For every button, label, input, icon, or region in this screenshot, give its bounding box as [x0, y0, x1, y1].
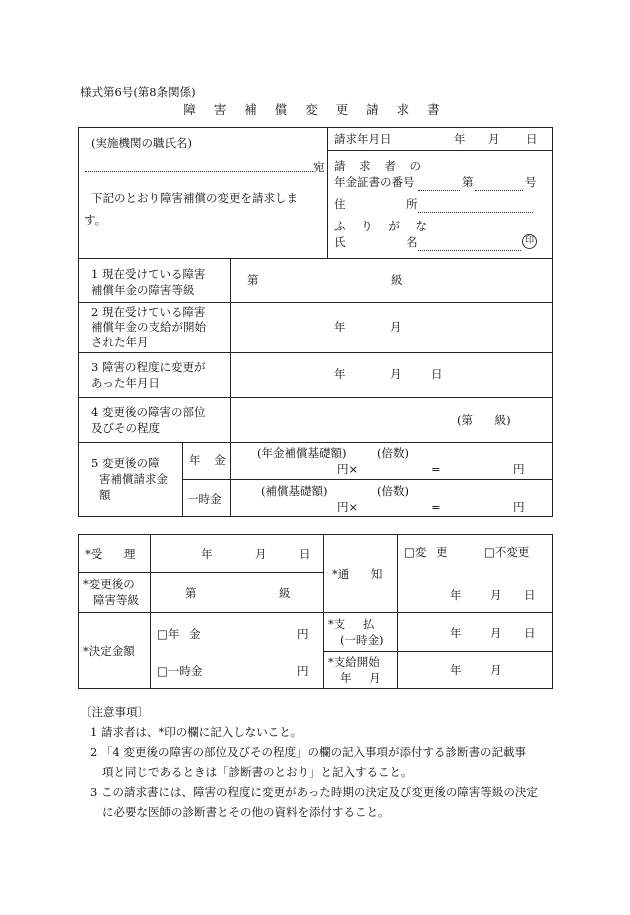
item3-value-cell[interactable] [231, 353, 553, 398]
note-1: 1 請求者は、*印の欄に記入しないこと。 [90, 725, 303, 739]
pension-label-cell [183, 443, 231, 480]
payment-month: 月 [490, 626, 502, 640]
grade-label-cell [79, 573, 151, 613]
item3-year: 年 [334, 367, 346, 381]
lump-ratio-label: (倍数) [377, 484, 409, 498]
item1-label-1: 1 現在受けている障害 [91, 267, 206, 281]
lump-label: 一時金 [187, 492, 222, 506]
address-label-1: 住 [334, 197, 346, 211]
start-month: 月 [490, 663, 502, 677]
grade-label-1: *変更後の [83, 577, 135, 591]
request-text-2: す。 [84, 213, 107, 227]
item2-value-cell[interactable] [231, 303, 553, 353]
payment-day: 日 [524, 626, 536, 640]
item3-label-2: あった年月日 [91, 376, 160, 390]
item4-label-2: 及びその程度 [91, 421, 160, 435]
pension-label: 年 金 [189, 453, 226, 467]
lump-yen: 円 [513, 500, 525, 514]
item2-month: 月 [390, 320, 402, 334]
lump-base-label: (補償基礎額) [261, 484, 328, 498]
note-2b: 項と同じであるときは「診断書のとおり」と記入すること。 [102, 765, 413, 779]
request-table [78, 127, 553, 517]
item4-value-cell[interactable] [231, 398, 553, 443]
item5-label-cell [79, 443, 183, 517]
addressee-suffix: 宛 [313, 160, 325, 174]
claimant-cell [328, 128, 553, 259]
address-label-2: 所 [406, 197, 418, 211]
cert-go: 号 [525, 175, 537, 189]
form-number: 様式第6号(第8条関係) [80, 85, 196, 99]
institution-input-line[interactable] [85, 162, 313, 172]
grade-dai: 第 [185, 586, 197, 600]
item4-grade: (第 級) [457, 413, 511, 427]
pension-equals: = [431, 462, 441, 476]
notice-month: 月 [490, 588, 502, 602]
receipt-label: *受 理 [85, 547, 136, 561]
amount-pension-yen: 円 [297, 627, 309, 641]
item2-label-1: 2 現在受けている障害 [91, 305, 206, 319]
request-date-day[interactable]: 日 [526, 132, 538, 146]
name-label-2: 名 [406, 235, 418, 249]
institution-label: (実施機関の職氏名) [91, 136, 192, 150]
item1-dai: 第 [247, 273, 259, 287]
cert-dai: 第 [462, 175, 474, 189]
amount-label: *決定金額 [83, 644, 135, 658]
pension-ratio-label: (倍数) [377, 446, 409, 460]
nochange-checkbox[interactable]: □不変更 [484, 545, 530, 559]
item1-value-cell[interactable] [231, 259, 553, 303]
item4-label-1: 4 変更後の障害の部位 [91, 405, 206, 419]
notice-day: 日 [524, 588, 536, 602]
item1-kyu: 級 [391, 273, 403, 287]
request-date-label: 請求年月日 [334, 132, 392, 146]
notice-label: *通 知 [332, 567, 383, 581]
receipt-day: 日 [299, 547, 311, 561]
start-date-cell [398, 652, 553, 689]
form-title: 障 害 補 償 変 更 請 求 書 [183, 102, 447, 117]
amount-pension-checkbox[interactable]: □年 金 [157, 627, 201, 641]
receipt-year: 年 [201, 547, 213, 561]
notes-heading: 〔注意事項〕 [80, 705, 149, 719]
receipt-label-cell [79, 535, 151, 573]
item3-month: 月 [390, 367, 402, 381]
request-date-month[interactable]: 月 [488, 132, 500, 146]
change-checkbox[interactable]: □変 更 [404, 545, 448, 559]
pension-yen: 円 [513, 462, 525, 476]
cert-number-label: 年金証書の番号 [334, 175, 415, 189]
lump-amount-cell[interactable] [231, 480, 553, 517]
note-3b: に必要な医師の診断書とその他の資料を添付すること。 [102, 805, 390, 819]
amount-value-cell [151, 613, 324, 689]
item1-label-2: 補償年金の障害等級 [91, 283, 195, 297]
start-label-2: 年 月 [340, 671, 381, 685]
lump-label-cell [183, 480, 231, 517]
start-label-1: *支給開始 [328, 655, 380, 669]
item2-label-3: された年月 [91, 335, 149, 349]
note-3a: 3 この請求書には、障害の程度に変更があった時期の決定及び変更後の障害等級の決定 [90, 785, 538, 799]
payment-label-2: (一時金) [340, 633, 384, 647]
item2-label-2: 補償年金の支給が開始 [91, 320, 206, 334]
note-2a: 2 「4 変更後の障害の部位及びその程度」の欄の記入事項が添付する診断書の記載事 [90, 745, 526, 759]
amount-label-cell [79, 613, 151, 689]
item3-day: 日 [431, 367, 443, 381]
payment-date-cell [398, 613, 553, 652]
payment-label-1: *支 払 [328, 617, 375, 631]
grade-value-cell [151, 573, 324, 613]
name-label-1: 氏 [334, 235, 346, 249]
name-input[interactable] [418, 237, 521, 251]
item4-label-cell [79, 398, 231, 443]
amount-lump-yen: 円 [297, 664, 309, 678]
item5-label-2: 害補償請求金 [99, 472, 168, 486]
cert-number-input-2[interactable] [475, 177, 523, 191]
request-date-row [328, 128, 552, 151]
item1-label-cell [79, 259, 231, 303]
institution-cell [79, 128, 328, 259]
request-date-year[interactable]: 年 [454, 132, 466, 146]
notes-section [80, 702, 538, 822]
grade-kyu: 級 [279, 586, 291, 600]
address-input[interactable] [418, 199, 533, 213]
notice-year: 年 [450, 588, 462, 602]
item2-year: 年 [334, 320, 346, 334]
pension-amount-cell[interactable] [231, 443, 553, 480]
cert-number-input-1[interactable] [418, 177, 460, 191]
start-label-cell [324, 652, 398, 689]
furigana-label: ふ り が な [334, 219, 433, 233]
notice-value-cell [398, 535, 553, 613]
notice-label-cell [324, 535, 398, 613]
payment-year: 年 [450, 626, 462, 640]
pension-yen-times: 円× [337, 462, 359, 476]
claimant-label: 請 求 者 の [334, 159, 426, 173]
start-year: 年 [450, 663, 462, 677]
seal-icon: 印 [522, 234, 537, 249]
grade-label-2: 障害等級 [93, 593, 139, 607]
amount-lump-checkbox[interactable]: □一時金 [157, 664, 203, 678]
pension-base-label: (年金補償基礎額) [257, 446, 347, 460]
item3-label-cell [79, 353, 231, 398]
item5-label-3: 額 [99, 488, 111, 502]
lump-yen-times: 円× [337, 500, 359, 514]
receipt-date-cell [151, 535, 324, 573]
payment-label-cell [324, 613, 398, 652]
receipt-month: 月 [255, 547, 267, 561]
item2-label-cell [79, 303, 231, 353]
lump-equals: = [431, 500, 441, 514]
item5-label-1: 5 変更後の障 [91, 456, 160, 470]
office-table [78, 534, 553, 689]
item3-label-1: 3 障害の程度に変更が [91, 360, 206, 374]
request-text-1: 下記のとおり障害補償の変更を請求しま [91, 191, 298, 205]
